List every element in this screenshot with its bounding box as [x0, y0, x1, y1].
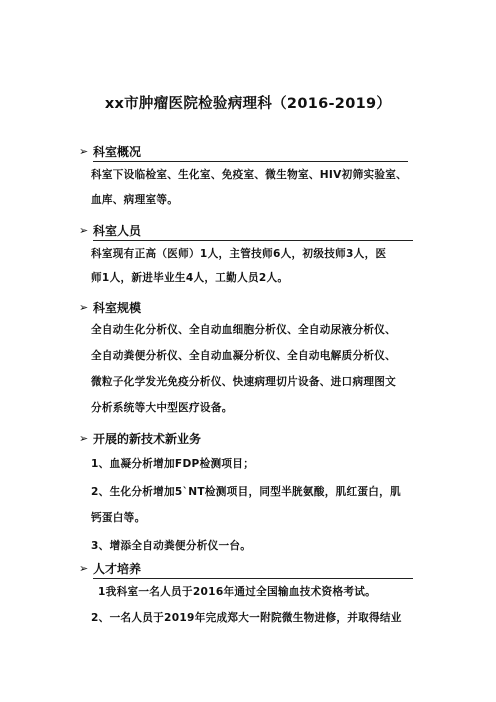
arrow-bullet-icon: ➢ — [79, 432, 89, 445]
paragraph-line: 血库、病理室等。 — [91, 194, 179, 206]
section-heading: 科室概况 — [93, 145, 408, 162]
paragraph-line: 微粒子化学发光免疫分析仪、快速病理切片设备、进口病理图文 — [91, 376, 397, 388]
section-heading: 科室规模 — [93, 301, 142, 315]
section-heading: 人才培养 — [93, 562, 413, 579]
section-heading: 科室人员 — [93, 224, 413, 241]
paragraph-line: 全自动生化分析仪、全自动血细胞分析仪、全自动尿液分析仪、 — [91, 324, 397, 336]
paragraph-line: 全自动粪便分析仪、全自动血凝分析仪、全自动电解质分析仪、 — [91, 350, 397, 362]
document-title: xx市肿瘤医院检验病理科（2016-2019） — [104, 96, 392, 112]
arrow-bullet-icon: ➢ — [79, 145, 89, 158]
paragraph-line: 科室下设临检室、生化室、免疫室、微生物室、HIV初筛实验室、 — [91, 169, 408, 181]
section-heading: 开展的新技术新业务 — [93, 432, 202, 446]
paragraph-line: 师1人，新进毕业生4人，工勤人员2人。 — [91, 272, 289, 284]
arrow-bullet-icon: ➢ — [79, 224, 89, 237]
arrow-bullet-icon: ➢ — [79, 562, 89, 575]
paragraph-line: 分析系统等大中型医疗设备。 — [91, 402, 233, 414]
paragraph-line: 2、生化分析增加5`NT检测项目，同型半胱氨酸，肌红蛋白，肌 — [91, 486, 401, 498]
arrow-bullet-icon: ➢ — [79, 301, 89, 314]
paragraph-line: 2、一名人员于2019年完成郑大一附院微生物进修，并取得结业 — [91, 612, 402, 624]
paragraph-line: 钙蛋白等。 — [91, 512, 146, 524]
paragraph-line: 1我科室一名人员于2016年通过全国输血技术资格考试。 — [98, 586, 377, 598]
paragraph-line: 科室现有正高（医师）1人，主管技师6人，初级技师3人，医 — [91, 248, 387, 260]
paragraph-line: 1、血凝分析增加FDP检测项目； — [91, 458, 255, 470]
paragraph-line: 3、增添全自动粪便分析仪一台。 — [91, 540, 252, 552]
